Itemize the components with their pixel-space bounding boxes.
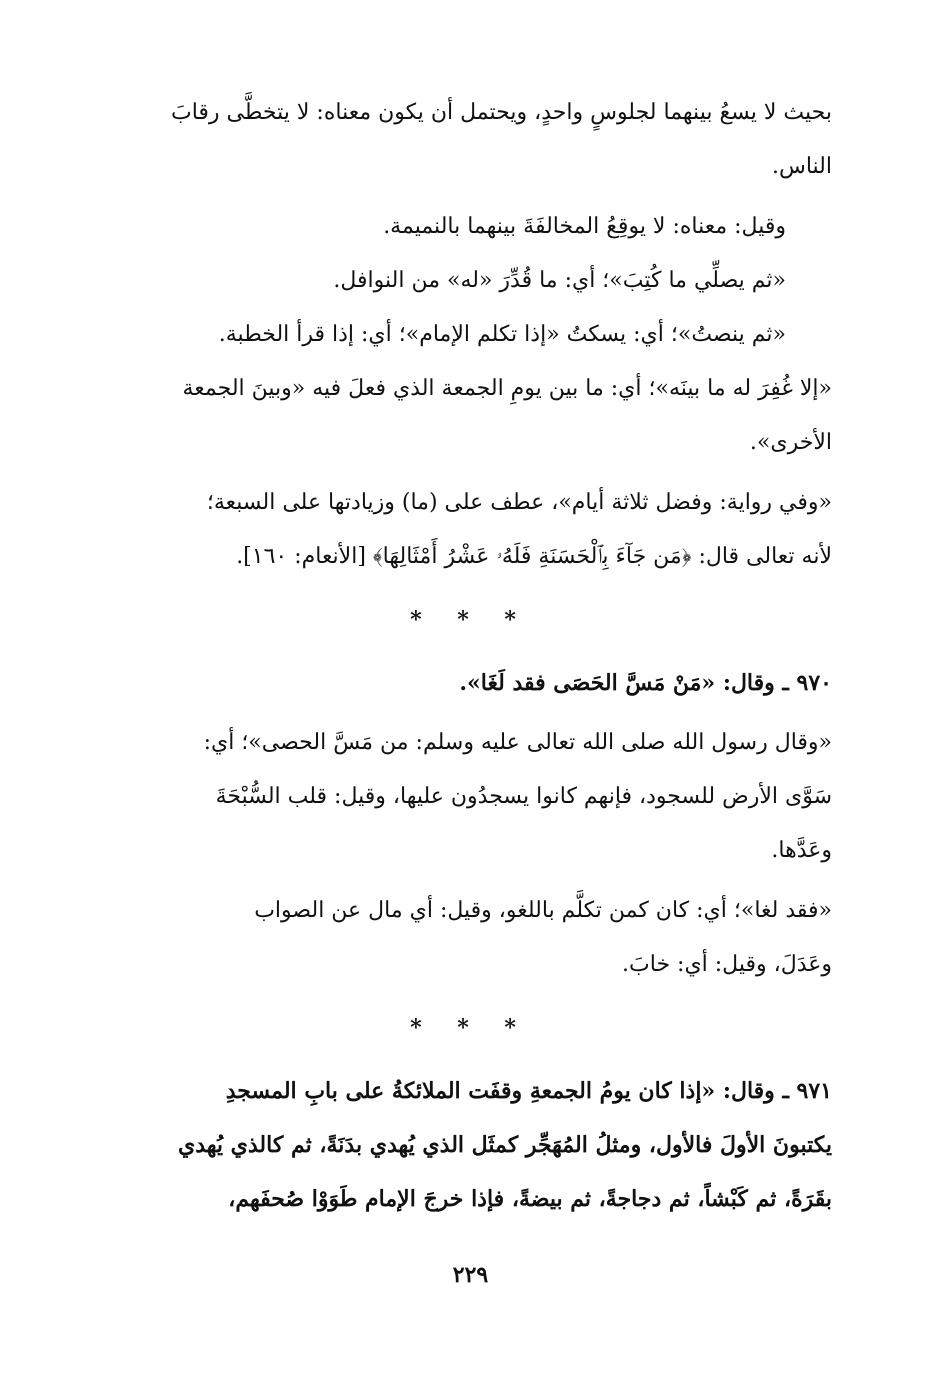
text-line: وقيل: معناه: لا يوقِعُ المخالفَةَ بينهما بالنميمة. <box>383 214 786 239</box>
page-number: ٢٢٩ <box>452 1262 489 1288</box>
text-line: «فقد لغا»؛ أي: كان كمن تكلَّم باللغو، وقيل: أي مال عن الصواب <box>254 898 832 923</box>
text-line: يكتبونَ الأولَ فالأول، ومثلُ المُهَجِّر كمثَل الذي يُهدي بدَنَةً، ثم كالذي يُهدي <box>177 1132 832 1158</box>
section-separator: * * * <box>410 607 530 633</box>
text-line: الناس. <box>771 154 832 179</box>
text-line: «ثم يصلِّي ما كُتِبَ»؛ أي: ما قُدِّرَ «له» من النوافل. <box>333 268 786 293</box>
hadith-heading: ٩٧٠ ـ وقال: «مَنْ مَسَّ الحَصَى فقد لَغَا». <box>459 670 832 696</box>
text-line: لأنه تعالى قال: ﴿مَن جَآءَ بِٱلْحَسَنَةِ فَلَهُۥ عَشْرُ أَمْثَالِهَا﴾ [الأنعام: ١٦٠]. <box>236 544 832 569</box>
text-line: «وفي رواية: وفضل ثلاثة أيام»، عطف على (ما) وزيادتها على السبعة؛ <box>206 490 832 515</box>
text-line: «ثم ينصتُ»؛ أي: يسكتُ «إذا تكلم الإمام»؛ أي: إذا قرأ الخطبة. <box>218 322 786 347</box>
page-body <box>108 86 832 1226</box>
section-separator: * * * <box>410 1015 530 1041</box>
hadith-heading: ٩٧١ ـ وقال: «إذا كان يومُ الجمعةِ وقفَت الملائكةُ على بابِ المسجدِ <box>225 1078 832 1104</box>
text-line: بقَرَةً، ثم كَبْشاً، ثم دجاجةً، ثم بيضةً، فإذا خرجَ الإمام طَوَوْا صُحفَهم، <box>228 1186 832 1212</box>
text-line: بحيث لا يسعُ بينهما لجلوسٍ واحدٍ، ويحتمل أن يكون معناه: لا يتخطَّى رقابَ <box>171 100 832 125</box>
text-line: سَوَّى الأرض للسجود، فإنهم كانوا يسجدُون عليها، وقيل: قلب السُّبْحَةَ <box>215 784 832 809</box>
text-line: وعَدَلَ، وقيل: أي: خابَ. <box>622 952 832 977</box>
text-line: الأخرى». <box>749 430 832 455</box>
text-line: «وقال رسول الله صلى الله تعالى عليه وسلم: من مَسَّ الحصى»؛ أي: <box>203 730 832 755</box>
text-line: وعَدَّها. <box>771 838 832 863</box>
text-line: «إلا غُفِرَ له ما بينَه»؛ أي: ما بين يومِ الجمعة الذي فعلَ فيه «وبينَ الجمعة <box>182 376 832 401</box>
